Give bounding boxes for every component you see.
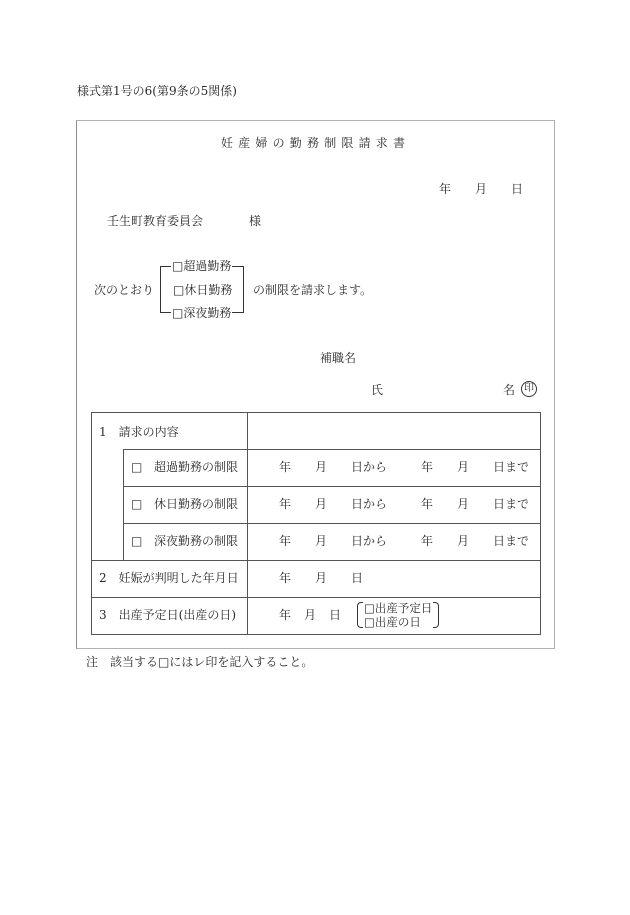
to-day: 日まで xyxy=(493,497,530,511)
to-year: 年 xyxy=(421,460,434,474)
from-day: 日から xyxy=(351,497,388,511)
pregnancy-year: 年 xyxy=(279,571,292,585)
from-day: 日から xyxy=(351,460,388,474)
table-border-right xyxy=(540,412,541,635)
table-line xyxy=(123,523,540,524)
option-night[interactable]: □深夜勤務 xyxy=(172,306,232,320)
from-day: 日から xyxy=(351,534,388,548)
table-border-top xyxy=(91,412,540,413)
bracket-left xyxy=(160,266,172,313)
name-label-given: 名 xyxy=(503,383,516,397)
from-month: 月 xyxy=(315,460,328,474)
checkbox-holiday[interactable]: □ xyxy=(131,497,143,511)
paren-left xyxy=(357,602,363,628)
to-month: 月 xyxy=(457,534,470,548)
addressee-name: 壬生町教育委員会 xyxy=(107,214,204,228)
paren-right xyxy=(433,602,439,628)
to-year: 年 xyxy=(421,497,434,511)
pregnancy-month: 月 xyxy=(315,571,328,585)
request-suffix: の制限を請求します。 xyxy=(253,283,373,297)
table-line xyxy=(123,449,540,450)
table-column-line xyxy=(247,412,248,634)
date-month-label: 月 xyxy=(475,182,488,196)
option-holiday[interactable]: □休日勤務 xyxy=(173,283,233,297)
seal-icon: 印 xyxy=(521,381,537,397)
bracket-right xyxy=(232,266,244,313)
row3-label: 3 出産予定日(出産の日) xyxy=(99,608,236,622)
to-month: 月 xyxy=(457,497,470,511)
option-overtime[interactable]: □超過勤務 xyxy=(172,259,232,273)
birth-month: 月 xyxy=(304,608,317,622)
pregnancy-day: 日 xyxy=(351,571,364,585)
table-inner-line xyxy=(123,449,124,560)
row2-label: 2 妊娠が判明した年月日 xyxy=(99,571,239,585)
to-month: 月 xyxy=(457,460,470,474)
from-month: 月 xyxy=(315,534,328,548)
option-expected-date[interactable]: □出産予定日 xyxy=(364,601,433,615)
sub-row-label: 超過勤務の制限 xyxy=(154,460,239,474)
date-day-label: 日 xyxy=(511,182,524,196)
addressee-honorific: 様 xyxy=(249,214,262,228)
to-year: 年 xyxy=(421,534,434,548)
footnote: 注 該当する□にはレ印を記入すること。 xyxy=(86,655,314,669)
from-month: 月 xyxy=(315,497,328,511)
sub-row-label: 休日勤務の制限 xyxy=(154,497,239,511)
name-label-family: 氏 xyxy=(371,383,384,397)
date-year-label: 年 xyxy=(439,182,452,196)
to-day: 日まで xyxy=(493,534,530,548)
checkbox-overtime[interactable]: □ xyxy=(131,460,143,474)
table-border-left xyxy=(91,412,92,634)
form-reference: 様式第1号の6(第9条の5関係) xyxy=(77,84,237,98)
from-year: 年 xyxy=(279,460,292,474)
sub-row-label: 深夜勤務の制限 xyxy=(154,534,239,548)
table-line xyxy=(91,560,540,561)
checkbox-night[interactable]: □ xyxy=(131,534,143,548)
table-line xyxy=(123,486,540,487)
birth-year: 年 xyxy=(279,608,292,622)
from-year: 年 xyxy=(279,497,292,511)
table-border-bottom xyxy=(91,634,541,635)
row1-label: 1 請求の内容 xyxy=(99,425,179,439)
to-day: 日まで xyxy=(493,460,530,474)
form-frame xyxy=(76,120,555,649)
page-title: 妊産婦の勤務制限請求書 xyxy=(221,136,411,150)
option-birth-date[interactable]: □出産の日 xyxy=(364,615,421,629)
table-line xyxy=(91,597,540,598)
from-year: 年 xyxy=(279,534,292,548)
request-prefix: 次のとおり xyxy=(94,283,155,297)
position-label: 補職名 xyxy=(320,351,357,365)
birth-day: 日 xyxy=(329,608,342,622)
